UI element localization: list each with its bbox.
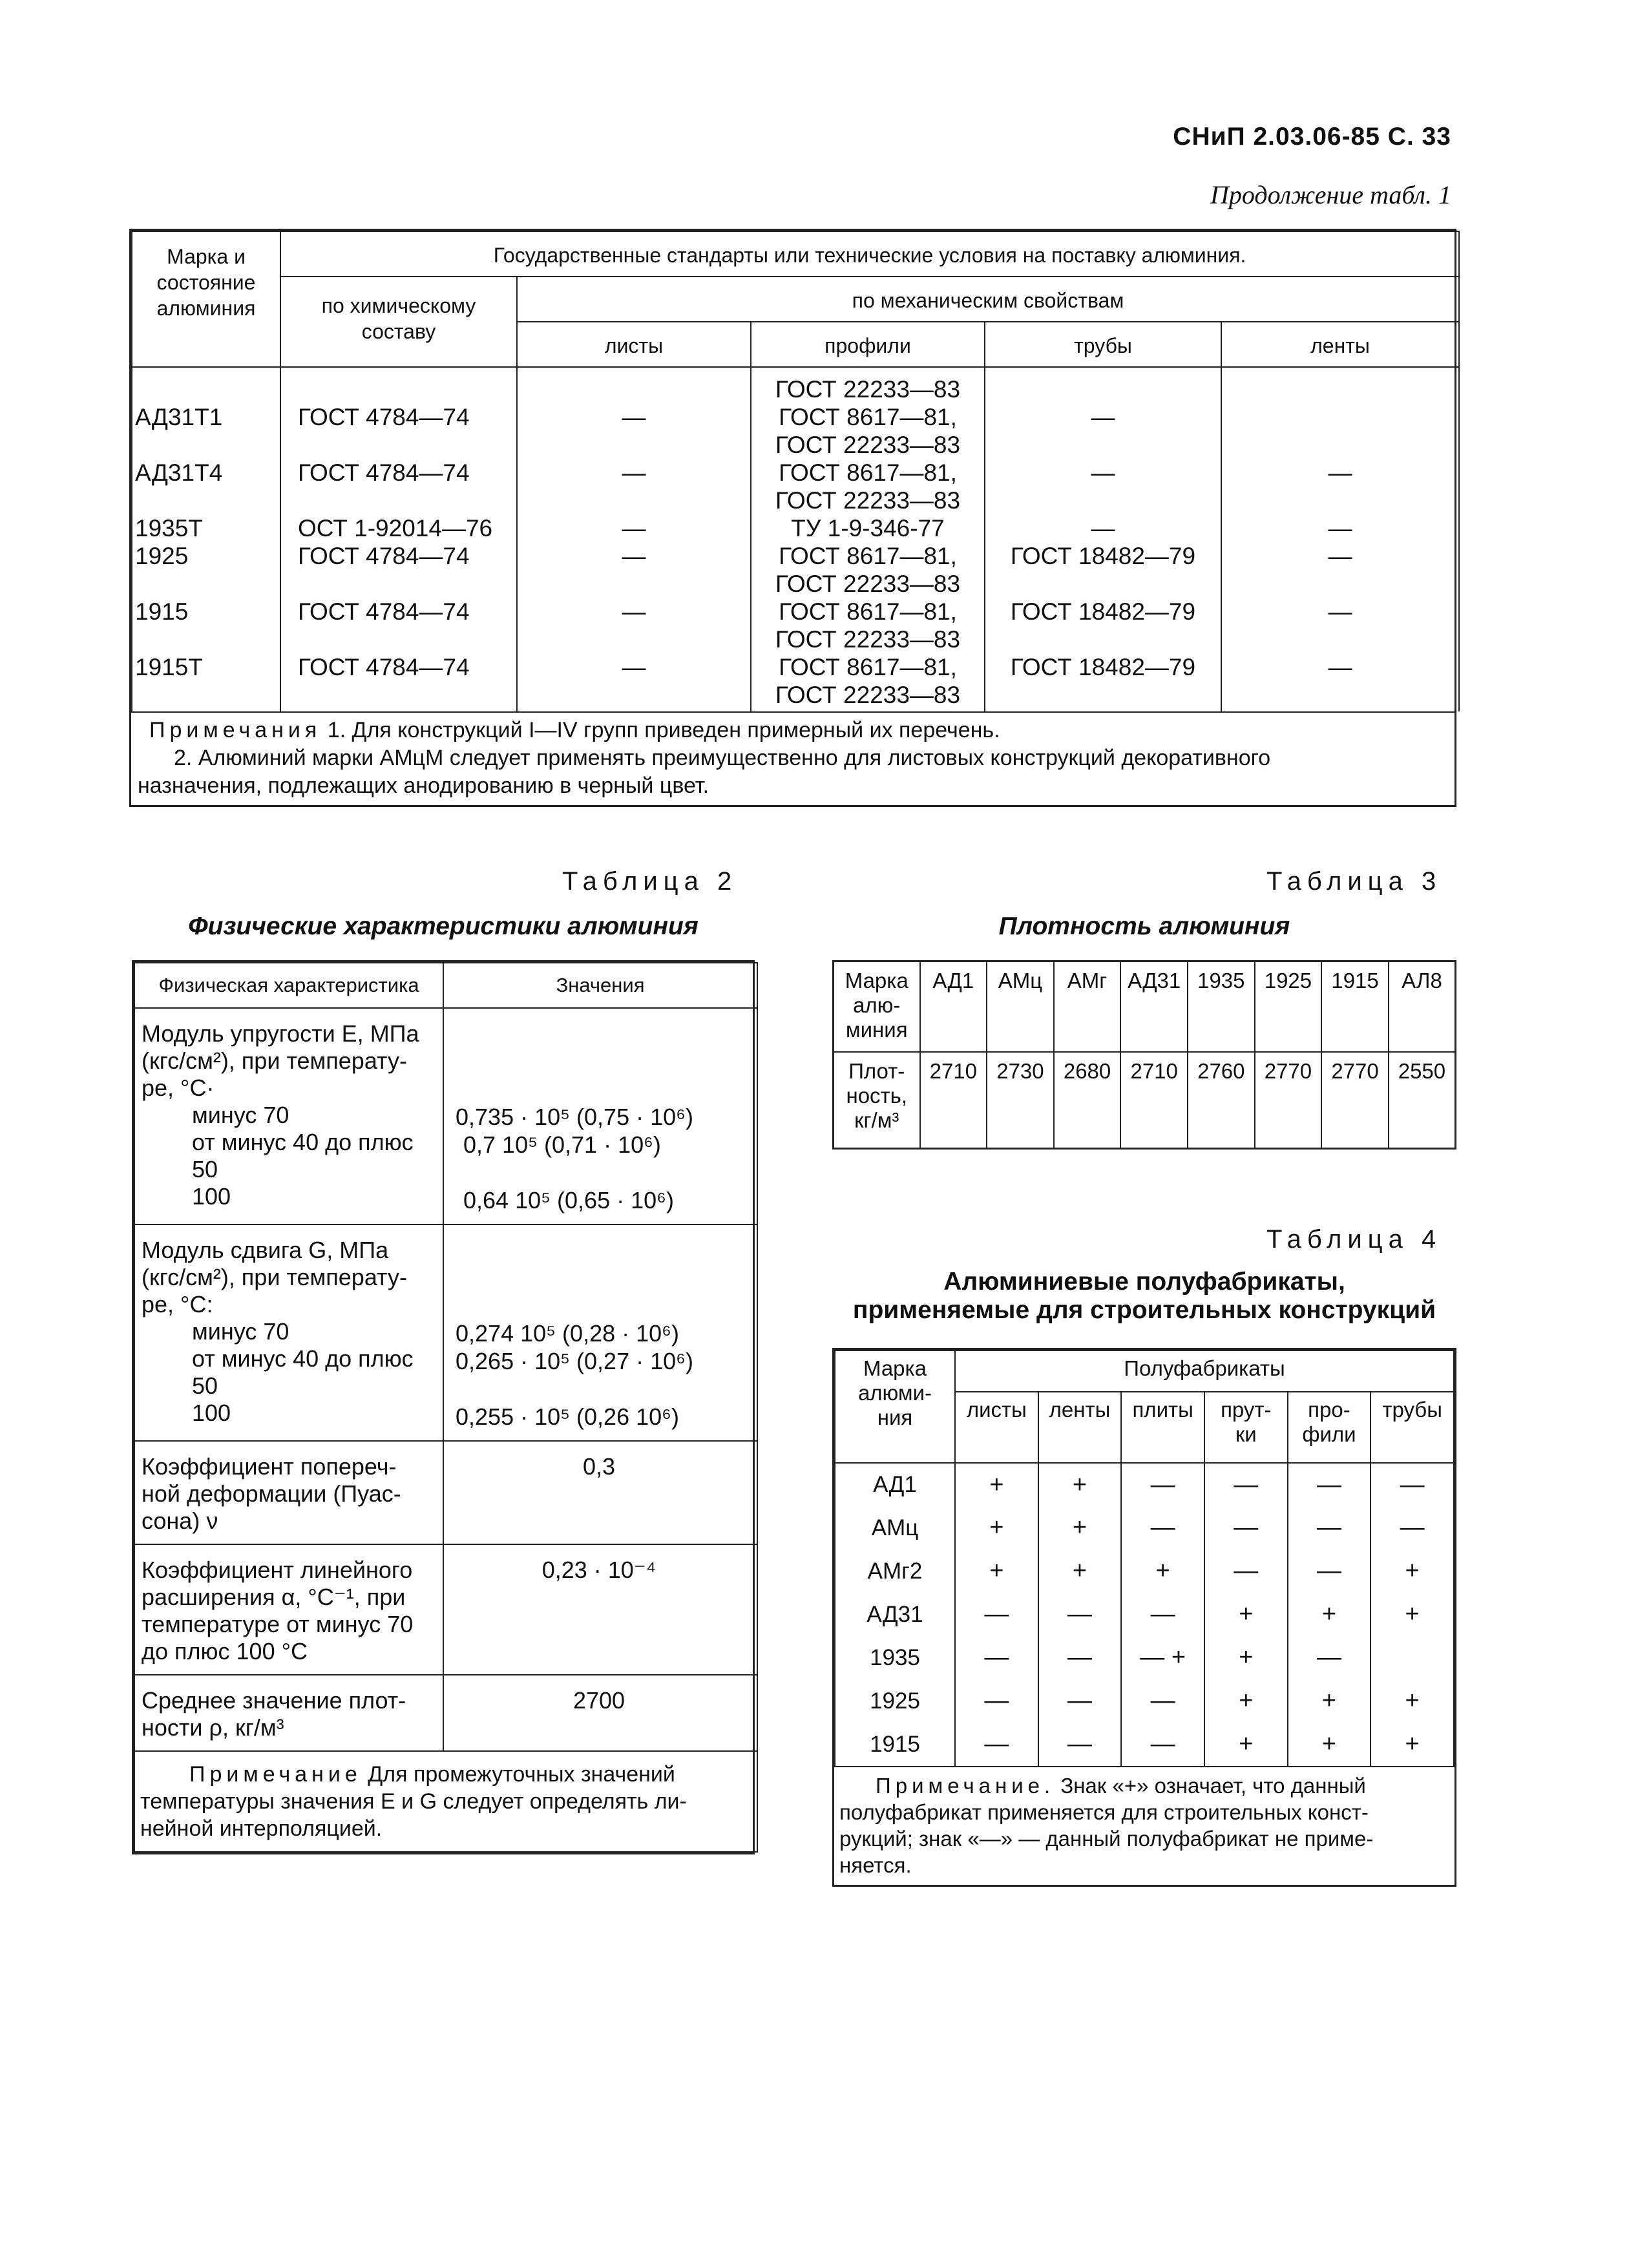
table-1 [129,229,1456,807]
row-density: Среднее значение плот- ности ρ, кг/м³ [134,1675,443,1751]
table-2-note: Примечание Для промежуточных значений температуры значения E и G следует определять ли- нейной интерполяцией. [134,1751,757,1852]
table-3-caption: Таблица 3 [1266,867,1442,896]
density-cell: 2770 [1321,1052,1389,1149]
row-poisson: Коэффициент попереч- ной деформации (Пуас- сона) ν [134,1441,443,1544]
density-cell: 2710 [920,1052,987,1149]
header-tapes: ленты [1221,322,1459,367]
grade-cell: 1925 [1255,961,1322,1052]
value-shear-modulus: 0,274 10⁵ (0,28 · 10⁶) 0,265 · 10⁵ (0,27 · 10⁶) 0,255 · 10⁵ (0,26 10⁶) [443,1224,757,1441]
table-4 [832,1348,1456,1887]
table-row: 1915 — — — + + + [835,1723,1454,1766]
table-3 [832,960,1456,1150]
density-cell: 2550 [1389,1052,1456,1149]
header-sheets: листы [955,1392,1038,1463]
header-sheets: листы [517,322,751,367]
table-1-notes: Примечания 1. Для конструкций I—IV групп приведен примерный их перечень. 2. Алюминий марки АМцМ следует применять преимущественно для листовых конструкций декоративного назначения, подлежащих анодированию в черный цвет. [131,711,1455,805]
grade-cell: АМг [1054,961,1121,1052]
column-tubes: — — — ГОСТ 18482—79 ГОСТ 18482—79 ГОСТ 18482—79 [985,367,1221,711]
document-header: СНиП 2.03.06-85 С. 33 [1173,123,1451,151]
density-cell: 2730 [987,1052,1054,1149]
header-values: Значения [443,963,757,1008]
row-shear-modulus: Модуль сдвига G, МПа (кгс/см²), при температу- ре, °С: минус 70 от минус 40 до плюс 50 100 [134,1224,443,1441]
table-4-title: Алюминиевые полуфабрикаты, применяемые для строительных конструкций [852,1268,1436,1324]
grade-cell: 1935 [1188,961,1255,1052]
header-characteristic: Физическая характеристика [134,963,443,1008]
header-tapes: ленты [1038,1392,1122,1463]
table-row: АД31 — — — + + + [835,1593,1454,1636]
table-row: АМц + + — — — — [835,1506,1454,1549]
column-tapes: — — — — — [1221,367,1459,711]
grade-cell: АД31 [1120,961,1188,1052]
grade-cell: АД1 [920,961,987,1052]
value-density: 2700 [443,1675,757,1751]
table-row: 1925 — — — + + + [835,1679,1454,1723]
header-grade: Марка и состояние алюминия [132,231,280,367]
value-thermal-expansion: 0,23 · 10⁻⁴ [443,1544,757,1675]
table-4-note: Примечание. Знак «+» означает, что данный полуфабрикат применяется для строительных конст- рукций; знак «—» — данный полуфабрикат не приме- няется. [834,1766,1455,1885]
table-3-title: Плотность алюминия [998,912,1290,940]
header-semi-products: Полуфабрикаты [955,1350,1454,1392]
row-grade-label: Марка алю- миния [834,961,920,1052]
header-tubes: трубы [985,322,1221,367]
table-2-title: Физические характеристики алюминия [188,912,698,940]
table-2 [132,960,755,1854]
table-2-caption: Таблица 2 [562,867,738,896]
table-4-caption: Таблица 4 [1266,1225,1442,1254]
table-row: 1935 — — — + + — [835,1636,1454,1679]
column-grade: АД31Т1 АД31Т4 1935Т 1925 1915 1915Т [132,367,280,711]
header-plates: плиты [1121,1392,1204,1463]
header-chem: по химическому составу [280,277,517,367]
density-cell: 2680 [1054,1052,1121,1149]
header-standards: Государственные стандарты или технические условия на поставку алюминия. [280,231,1459,277]
header-grade: Марка алюми- ния [835,1350,955,1463]
header-profiles: профили [751,322,985,367]
value-poisson: 0,3 [443,1441,757,1544]
table-row: АД1 + + — — — — [835,1463,1454,1506]
row-elastic-modulus: Модуль упругости E, МПа (кгс/см²), при температу- ре, °С· минус 70 от минус 40 до плюс 50 100 [134,1008,443,1224]
column-chem: ГОСТ 4784—74 ГОСТ 4784—74 ОСТ 1-92014—76 ГОСТ 4784—74 ГОСТ 4784—74 ГОСТ 4784—74 [280,367,517,711]
row-density-label: Плот- ность, кг/м³ [834,1052,920,1149]
column-profiles: ГОСТ 22233—83 ГОСТ 8617—81, ГОСТ 22233—83 ГОСТ 8617—81, ГОСТ 22233—83 ТУ 1-9-346-77 ГОСТ 8617—81, ГОСТ 22233—83 ГОСТ 8617—81, ГОСТ 22233—83 ГОСТ 8617—81, ГОСТ 22233—83 [751,367,985,711]
density-cell: 2770 [1255,1052,1322,1149]
continuation-label: Продолжение табл. 1 [1210,180,1451,209]
header-mech: по механическим свойствам [517,277,1459,322]
row-thermal-expansion: Коэффициент линейного расширения α, °С⁻¹, при температуре от минус 70 до плюс 100 °С [134,1544,443,1675]
header-rods: прут- ки [1204,1392,1288,1463]
grade-cell: АМц [987,961,1054,1052]
table-row: АМг2 + + + — — + [835,1549,1454,1593]
header-profiles: про- фили [1288,1392,1371,1463]
header-tubes: трубы [1371,1392,1454,1463]
density-cell: 2760 [1188,1052,1255,1149]
column-sheets: — — — — — — [517,367,751,711]
grade-cell: АЛ8 [1389,961,1456,1052]
grade-cell: 1915 [1321,961,1389,1052]
value-elastic-modulus: 0,735 · 10⁵ (0,75 · 10⁶) 0,7 10⁵ (0,71 · 10⁶) 0,64 10⁵ (0,65 · 10⁶) [443,1008,757,1224]
density-cell: 2710 [1120,1052,1188,1149]
